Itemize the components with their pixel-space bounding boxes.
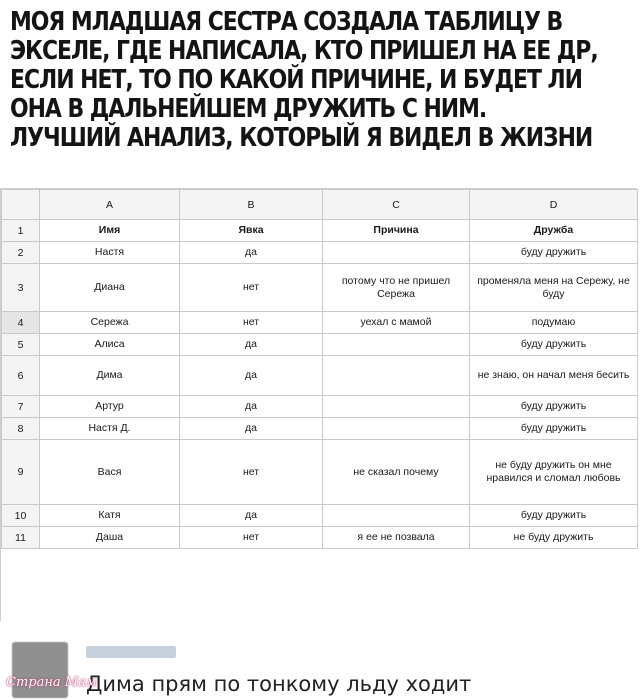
title-line: ОНА В ДАЛЬНЕЙШЕМ ДРУЖИТЬ С НИМ.	[10, 94, 487, 124]
table-cell[interactable]: Вася	[40, 440, 180, 505]
table-row	[2, 334, 638, 356]
table-cell[interactable]: нет	[180, 440, 323, 505]
table-row	[2, 312, 638, 334]
table-cell[interactable]: подумаю	[470, 312, 638, 334]
row-number[interactable]: 3	[2, 264, 40, 312]
table-cell[interactable]: буду дружить	[470, 334, 638, 356]
table-cell[interactable]: нет	[180, 264, 323, 312]
table-row	[2, 505, 638, 527]
spreadsheet-grid	[1, 189, 638, 549]
table-row	[2, 220, 638, 242]
table-cell[interactable]: Настя Д.	[40, 418, 180, 440]
table-cell[interactable]: не буду дружить он мне нравился и сломал любовь	[470, 440, 638, 505]
table-cell[interactable]: буду дружить	[470, 396, 638, 418]
row-number[interactable]: 11	[2, 527, 40, 549]
row-number[interactable]: 1	[2, 220, 40, 242]
table-cell[interactable]	[323, 418, 470, 440]
row-number[interactable]: 2	[2, 242, 40, 264]
table-cell[interactable]: я ее не позвала	[323, 527, 470, 549]
table-row	[2, 396, 638, 418]
table-cell[interactable]	[323, 334, 470, 356]
column-header-b[interactable]: B	[180, 190, 323, 220]
table-cell[interactable]: Диана	[40, 264, 180, 312]
row-number[interactable]: 5	[2, 334, 40, 356]
table-cell[interactable]	[323, 505, 470, 527]
row-number[interactable]: 9	[2, 440, 40, 505]
spreadsheet	[0, 188, 637, 621]
table-cell[interactable]: да	[180, 334, 323, 356]
column-header-c[interactable]: C	[323, 190, 470, 220]
row-number[interactable]: 6	[2, 356, 40, 396]
title-line: ЛУЧШИЙ АНАЛИЗ, КОТОРЫЙ Я ВИДЕЛ В ЖИЗНИ	[10, 123, 593, 153]
meme-title	[10, 8, 634, 153]
row-number[interactable]: 10	[2, 505, 40, 527]
table-cell[interactable]: буду дружить	[470, 505, 638, 527]
table-cell[interactable]: да	[180, 356, 323, 396]
table-cell[interactable]: да	[180, 505, 323, 527]
table-cell[interactable]: да	[180, 242, 323, 264]
row-number[interactable]: 4	[2, 312, 40, 334]
column-title-cell[interactable]: Имя	[40, 220, 180, 242]
table-cell[interactable]: Алиса	[40, 334, 180, 356]
table-cell[interactable]: буду дружить	[470, 242, 638, 264]
title-line: ЕСЛИ НЕТ, ТО ПО КАКОЙ ПРИЧИНЕ, И БУДЕТ ЛИ	[10, 65, 582, 95]
table-cell[interactable]	[323, 356, 470, 396]
column-header-a[interactable]: A	[40, 190, 180, 220]
spreadsheet-body	[2, 220, 638, 549]
column-header-d[interactable]: D	[470, 190, 638, 220]
table-row	[2, 440, 638, 505]
table-cell[interactable]: не сказал почему	[323, 440, 470, 505]
comment	[0, 628, 644, 700]
column-title-cell[interactable]: Причина	[323, 220, 470, 242]
table-cell[interactable]: не буду дружить	[470, 527, 638, 549]
table-cell[interactable]: не знаю, он начал меня бесить	[470, 356, 638, 396]
table-cell[interactable]	[323, 396, 470, 418]
table-cell[interactable]: Дима	[40, 356, 180, 396]
table-cell[interactable]: Сережа	[40, 312, 180, 334]
table-row	[2, 242, 638, 264]
row-number[interactable]: 7	[2, 396, 40, 418]
comment-text: Дима прям по тонкому льду ходит	[86, 672, 472, 696]
table-row	[2, 356, 638, 396]
table-cell[interactable]: потому что не пришел Сережа	[323, 264, 470, 312]
table-cell[interactable]: Даша	[40, 527, 180, 549]
watermark-logo: Страна Мам	[6, 675, 97, 690]
table-row	[2, 527, 638, 549]
table-cell[interactable]: да	[180, 396, 323, 418]
column-title-cell[interactable]: Дружба	[470, 220, 638, 242]
title-line: МОЯ МЛАДШАЯ СЕСТРА СОЗДАЛА ТАБЛИЦУ В	[10, 7, 563, 37]
table-row	[2, 418, 638, 440]
column-title-cell[interactable]: Явка	[180, 220, 323, 242]
row-number[interactable]: 8	[2, 418, 40, 440]
table-cell[interactable]: Настя	[40, 242, 180, 264]
table-cell[interactable]: Артур	[40, 396, 180, 418]
table-cell[interactable]: да	[180, 418, 323, 440]
table-cell[interactable]: променяла меня на Сережу, не буду	[470, 264, 638, 312]
table-cell[interactable]: буду дружить	[470, 418, 638, 440]
table-cell[interactable]: нет	[180, 312, 323, 334]
table-row	[2, 264, 638, 312]
table-cell[interactable]	[323, 242, 470, 264]
title-line: ЭКСЕЛЕ, ГДЕ НАПИСАЛА, КТО ПРИШЕЛ НА ЕЕ ДР,	[10, 36, 598, 66]
sheet-corner[interactable]	[2, 190, 40, 220]
table-cell[interactable]: уехал с мамой	[323, 312, 470, 334]
table-cell[interactable]: нет	[180, 527, 323, 549]
table-cell[interactable]: Катя	[40, 505, 180, 527]
comment-author-blurred[interactable]	[86, 646, 176, 658]
